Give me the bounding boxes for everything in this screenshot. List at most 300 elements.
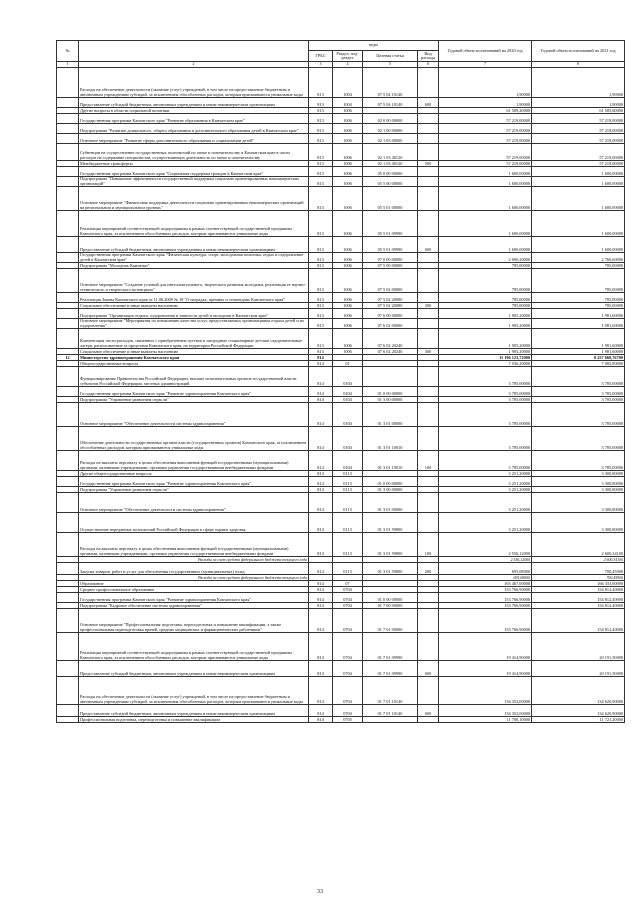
header-codes-group: коды	[309, 41, 439, 51]
row-description: Расходы на обеспечение деятельности (оказание услуг) учреждений, в том числе на предоставление бюджетным и автономным учреждениям субсидий, за исключением обособленных расходов, которым присваиваются уникальные коды	[79, 677, 309, 705]
row-amount-2021: 134 620,90000	[532, 677, 625, 705]
row-description: Реализация Закона Камчатского края от 11.06.2008 № 18 "О наградах, премиях и стипендиях Камчатского края"	[79, 293, 309, 303]
row-amount-2020: 1 600,00000	[439, 167, 532, 177]
row-number: 12	[57, 355, 79, 361]
row-target-article: 01 7 01 09990	[363, 633, 418, 661]
row-target-article: 01 7 01 10140	[363, 705, 418, 717]
row-expense-type	[418, 134, 439, 144]
row-target-article: 01 3 01 00000	[363, 493, 418, 513]
table-row	[57, 633, 625, 661]
row-description: Основное мероприятие "Мероприятия по повышению качества услуг, предоставляемых организациями отдыха детей и их оздоровления"	[79, 319, 309, 329]
row-amount-2021: 20 191,50000	[532, 661, 625, 677]
row-number	[57, 705, 79, 717]
row-grbs-code: 813	[309, 211, 333, 237]
row-grbs-code: 814	[309, 355, 333, 361]
row-target-article: 07 5 02 20080	[363, 303, 418, 309]
row-section-code: 1004	[333, 68, 363, 98]
row-description: Образование	[79, 581, 309, 587]
table-row	[57, 367, 625, 387]
row-grbs-code: 814	[309, 361, 333, 367]
row-description: Подпрограмма "Развитие дошкольного, общего образования и дополнительного образования детей в Камчатском крае"	[79, 124, 309, 134]
row-expense-type	[418, 253, 439, 263]
row-expense-type: 600	[418, 237, 439, 253]
row-grbs-code: 813	[309, 167, 333, 177]
row-grbs-code: 814	[309, 677, 333, 705]
row-amount-2021: 1 981,60000	[532, 319, 625, 329]
row-amount-2020: 3 251,20000	[439, 471, 532, 477]
row-number	[57, 451, 79, 471]
header-expense-type: Вид расхода	[418, 51, 439, 62]
row-amount-2020: 1,90000	[439, 68, 532, 98]
row-amount-2020: 1 600,00000	[439, 211, 532, 237]
row-expense-type	[418, 293, 439, 303]
row-grbs-code: 814	[309, 451, 333, 471]
row-number	[57, 124, 79, 134]
row-amount-2020: 785,00000	[439, 263, 532, 269]
row-description: Субвенции на осуществление государственных полномочий по опеке и попечительству в Камчатском крае в части расходов на содержание специалистов, осуществляющих деятельность по опеке и попечительству	[79, 144, 309, 161]
table-row	[57, 114, 625, 124]
row-description: Социальное обеспечение и иные выплаты населению	[79, 349, 309, 355]
row-target-article	[363, 717, 418, 723]
row-section-code: 0104	[333, 427, 363, 451]
row-amount-2021: 154 812,40000	[532, 603, 625, 609]
row-target-article: 01 7 01 00000	[363, 609, 418, 633]
row-section-code: 0704	[333, 705, 363, 717]
row-amount-2020: 1 905,20000	[439, 329, 532, 349]
row-target-article: 07 5 02 00000	[363, 269, 418, 293]
row-amount-2021: 57 219,00000	[532, 124, 625, 134]
row-target-article: 01 3 00 00000	[363, 487, 418, 493]
row-section-code: 1006	[333, 114, 363, 124]
row-amount-2021: 1 600,00000	[532, 177, 625, 187]
budget-table	[56, 40, 625, 723]
row-grbs-code: 814	[309, 603, 333, 609]
row-grbs-code: 814	[309, 493, 333, 513]
table-row	[57, 477, 625, 487]
row-description: Государственная программа Камчатского края "Развитие здравоохранения Камчатского края"	[79, 387, 309, 397]
row-amount-2021: 1 981,60000	[532, 309, 625, 319]
row-section-code: 1006	[333, 144, 363, 161]
row-grbs-code: 813	[309, 68, 333, 98]
row-section-code: 1006	[333, 187, 363, 211]
row-grbs-code: 813	[309, 98, 333, 108]
row-amount-2020: 3 785,00000	[439, 403, 532, 427]
row-target-article: 07 5 04 10140	[363, 68, 418, 98]
row-grbs-code: 814	[309, 403, 333, 427]
row-number	[57, 319, 79, 329]
row-amount-2021: 1,90000	[532, 98, 625, 108]
row-amount-2021: 20 191,50000	[532, 633, 625, 661]
row-amount-2021: 134 620,90000	[532, 705, 625, 717]
row-grbs-code: 814	[309, 397, 333, 403]
row-amount-2020: 3 251,20000	[439, 513, 532, 533]
row-expense-type	[418, 187, 439, 211]
column-index: 1	[57, 62, 79, 68]
row-description: Другие вопросы в области социальной политики	[79, 108, 309, 114]
row-amount-2020: 57 219,00000	[439, 114, 532, 124]
row-number	[57, 387, 79, 397]
row-amount-2020: 57 219,00000	[439, 161, 532, 167]
row-target-article: 02 1 03 40120	[363, 144, 418, 161]
row-expense-type: 600	[418, 661, 439, 677]
row-amount-2020: 3 785,00000	[439, 397, 532, 403]
row-amount-2020: 57 219,00000	[439, 134, 532, 144]
row-amount-2020: 1 905,20000	[439, 309, 532, 319]
row-description: Министерство здравоохранения Камчатского края	[79, 355, 309, 361]
row-section-code: 0704	[333, 587, 363, 593]
row-grbs-code: 813	[309, 269, 333, 293]
row-grbs-code: 813	[309, 319, 333, 329]
table-row	[57, 563, 625, 575]
row-amount-2020: 11 700,10000	[439, 717, 532, 723]
row-target-article: 07 5 02 20080	[363, 293, 418, 303]
column-index: 8	[532, 62, 625, 68]
row-section-code: 1006	[333, 167, 363, 177]
row-amount-2021: 2 766,60000	[532, 253, 625, 263]
row-expense-type	[418, 387, 439, 397]
row-description: Предоставление субсидий бюджетным, автономным учреждениям и иным некоммерческим организациям	[79, 98, 309, 108]
row-section-code: 1006	[333, 319, 363, 329]
budget-sheet	[56, 40, 624, 723]
row-target-article: 07 6 02 20240	[363, 349, 418, 355]
row-amount-2021: 8 257 668,76700	[532, 355, 625, 361]
row-number	[57, 633, 79, 661]
row-amount-2020: 1 600,00000	[439, 187, 532, 211]
row-amount-2020: 1 905,20000	[439, 319, 532, 329]
row-amount-2020: 1,90000	[439, 98, 532, 108]
row-target-article: 07 6 02 00000	[363, 319, 418, 329]
row-number	[57, 477, 79, 487]
table-row	[57, 68, 625, 98]
row-target-article: 01 3 01 10010	[363, 451, 418, 471]
row-amount-2020: 2 556,12000	[439, 557, 532, 563]
row-target-article: 02 1 03 00000	[363, 134, 418, 144]
row-target-article: 05 0 00 00000	[363, 167, 418, 177]
row-grbs-code: 814	[309, 367, 333, 387]
row-section-code: 0705	[333, 717, 363, 723]
row-amount-2020: 19 414,90000	[439, 661, 532, 677]
row-grbs-code: 813	[309, 161, 333, 167]
row-expense-type: 600	[418, 98, 439, 108]
row-section-code: 0113	[333, 533, 363, 557]
row-amount-2020: 1 600,00000	[439, 237, 532, 253]
row-amount-2020: 61 509,20000	[439, 108, 532, 114]
row-amount-2021: 3 785,00000	[532, 427, 625, 451]
table-row	[57, 329, 625, 349]
row-section-code: 07	[333, 581, 363, 587]
row-section-code: 0704	[333, 603, 363, 609]
column-index: 4	[333, 62, 363, 68]
row-number	[57, 237, 79, 253]
row-amount-2021: 11 721,20000	[532, 717, 625, 723]
row-amount-2021: 700,45900	[532, 575, 625, 581]
row-amount-2021: 3 785,00000	[532, 387, 625, 397]
row-description: Государственная программа Камчатского края "Развитие образования в Камчатском крае"	[79, 114, 309, 124]
row-expense-type	[418, 427, 439, 451]
row-grbs-code: 813	[309, 309, 333, 319]
table-row	[57, 237, 625, 253]
row-number	[57, 134, 79, 144]
row-target-article: 01 7 01 09990	[363, 661, 418, 677]
row-description: Реализация мероприятий соответствующей подпрограммы в рамках соответствующей государственной программы Камчатского края, за исключением обособленных расходов, которым присваиваются уникальные коды	[79, 211, 309, 237]
header-target-article: Целевая статья	[363, 51, 418, 62]
row-grbs-code: 814	[309, 717, 333, 723]
row-expense-type	[418, 513, 439, 533]
row-expense-type	[418, 593, 439, 603]
table-row	[57, 451, 625, 471]
row-section-code: 1006	[333, 293, 363, 303]
row-section-code: 0104	[333, 387, 363, 397]
row-grbs-code: 814	[309, 587, 333, 593]
row-number	[57, 661, 79, 677]
row-amount-2020: 3 251,20000	[439, 487, 532, 493]
row-amount-2021: 3 300,80000	[532, 513, 625, 533]
row-description: Расходы на выплаты персоналу в целях обеспечения выполнения функций государственными (муниципальными) органами, казенными учреждениями, органами управления государственными внебюджетными фондами	[79, 451, 309, 471]
row-description: Расходы за счет средств федерального бюджета текущего года	[79, 557, 309, 563]
row-section-code: 1006	[333, 237, 363, 253]
column-index: 5	[363, 62, 418, 68]
row-section-code: 1004	[333, 98, 363, 108]
row-section-code: 0704	[333, 593, 363, 603]
table-row	[57, 427, 625, 451]
table-row	[57, 177, 625, 187]
header-year-2020: Годовой объем ассигнований на 2020 год	[439, 41, 532, 62]
row-number	[57, 677, 79, 705]
row-target-article: 02 1 00 00000	[363, 124, 418, 134]
row-amount-2021: 785,00000	[532, 263, 625, 269]
row-grbs-code: 813	[309, 237, 333, 253]
table-row	[57, 593, 625, 603]
row-number	[57, 493, 79, 513]
row-amount-2020: 153 766,90000	[439, 609, 532, 633]
row-expense-type: 600	[418, 705, 439, 717]
row-amount-2020: 19 414,90000	[439, 633, 532, 661]
row-grbs-code: 813	[309, 108, 333, 114]
row-amount-2020: 153 766,90000	[439, 603, 532, 609]
header-no: №	[57, 41, 79, 62]
row-section-code: 0104	[333, 451, 363, 471]
row-amount-2021: 1 600,00000	[532, 167, 625, 177]
row-target-article: 05 5 01 09990	[363, 237, 418, 253]
row-amount-2021: 1 600,00000	[532, 211, 625, 237]
row-amount-2020: 3 785,00000	[439, 367, 532, 387]
row-section-code: 1006	[333, 309, 363, 319]
row-section-code: 0704	[333, 677, 363, 705]
row-amount-2021: 61 585,60000	[532, 108, 625, 114]
row-amount-2021: 785,00000	[532, 303, 625, 309]
row-expense-type: 100	[418, 451, 439, 471]
row-section-code: 01	[333, 361, 363, 367]
row-grbs-code: 814	[309, 427, 333, 451]
row-expense-type	[418, 269, 439, 293]
row-target-article: 05 5 01 00000	[363, 187, 418, 211]
row-number	[57, 293, 79, 303]
row-expense-type	[418, 717, 439, 723]
row-number	[57, 513, 79, 533]
row-section-code: 1006	[333, 329, 363, 349]
row-amount-2020: 7 036,20000	[439, 361, 532, 367]
row-target-article: 07 6 00 00000	[363, 309, 418, 319]
row-expense-type: 500	[418, 161, 439, 167]
row-description: Осуществление переданных полномочий Российской Федерации в сфере охраны здоровья	[79, 513, 309, 533]
table-row	[57, 167, 625, 177]
header-grbs: ГРБС	[309, 51, 333, 62]
row-number	[57, 367, 79, 387]
row-amount-2021: 2 600,34100	[532, 557, 625, 563]
row-grbs-code: 813	[309, 263, 333, 269]
column-index: 3	[309, 62, 333, 68]
row-grbs-code: 813	[309, 329, 333, 349]
row-grbs-code: 814	[309, 563, 333, 575]
row-amount-2021: 154 812,40000	[532, 593, 625, 603]
row-amount-2021: 785,00000	[532, 293, 625, 303]
header-razdel: Раздел, под-раздел	[333, 51, 363, 62]
row-grbs-code: 813	[309, 293, 333, 303]
row-section-code: 1006	[333, 269, 363, 293]
row-amount-2020: 165 467,00000	[439, 581, 532, 587]
row-target-article: 05 5 00 00000	[363, 177, 418, 187]
row-number	[57, 68, 79, 98]
row-description: Закупка товаров, работ и услуг для обеспечения государственных (муниципальных) нужд	[79, 563, 309, 575]
row-number	[57, 269, 79, 293]
row-section-code: 1006	[333, 108, 363, 114]
row-number	[57, 253, 79, 263]
row-grbs-code: 814	[309, 705, 333, 717]
row-target-article: 01 0 00 00000	[363, 593, 418, 603]
row-amount-2021: 785,00000	[532, 269, 625, 293]
row-expense-type	[418, 677, 439, 705]
row-description: Обеспечение деятельности государственных органов власти (государственных органов) Камчатского края, за исключением обособленных расходов, которым присваиваются уникальные коды	[79, 427, 309, 451]
row-description: Среднее профессиональное образование	[79, 587, 309, 593]
row-section-code: 1006	[333, 253, 363, 263]
row-description: Функционирование Правительства Российской Федерации, высших исполнительных органов государственной власти субъектов Российской Федерации, местных администраций	[79, 367, 309, 387]
row-section-code: 0704	[333, 609, 363, 633]
row-section-code: 1006	[333, 134, 363, 144]
row-amount-2021: 1 981,60000	[532, 349, 625, 355]
table-row	[57, 134, 625, 144]
table-row	[57, 387, 625, 397]
row-target-article: 02 0 00 00000	[363, 114, 418, 124]
row-amount-2021: 154 812,40000	[532, 587, 625, 593]
table-row	[57, 533, 625, 557]
row-expense-type	[418, 309, 439, 319]
row-amount-2020: 11 196 123,72000	[439, 355, 532, 361]
row-number	[57, 211, 79, 237]
row-grbs-code: 814	[309, 533, 333, 557]
row-expense-type	[418, 177, 439, 187]
row-description: Социальное обеспечение и иные выплаты населению	[79, 303, 309, 309]
column-index: 7	[439, 62, 532, 68]
row-number	[57, 187, 79, 211]
row-target-article: 01 3 01 10010	[363, 427, 418, 451]
header-year-2021: Годовой объем ассигнований на 2021 год	[532, 41, 625, 62]
column-index: 6	[418, 62, 439, 68]
row-section-code: 0704	[333, 633, 363, 661]
row-amount-2020: 1 905,20000	[439, 349, 532, 355]
row-amount-2021: 7 085,80000	[532, 361, 625, 367]
row-expense-type	[418, 493, 439, 513]
row-number	[57, 329, 79, 349]
row-amount-2020: 3 785,00000	[439, 451, 532, 471]
row-number	[57, 144, 79, 161]
column-index: 2	[79, 62, 309, 68]
row-number	[57, 563, 79, 575]
table-row	[57, 269, 625, 293]
row-grbs-code: 814	[309, 387, 333, 397]
row-section-code: 0113	[333, 513, 363, 533]
row-amount-2021: 57 219,00000	[532, 134, 625, 144]
row-description: Расходы на обеспечение деятельности (оказание услуг) учреждений, в том числе на предоставление бюджетным и автономным учреждениям субсидий, за исключением обособленных расходов, которым присваиваются уникальные коды	[79, 68, 309, 98]
row-amount-2020: 3 785,00000	[439, 427, 532, 451]
row-target-article	[363, 367, 418, 387]
row-section-code: 0113	[333, 493, 363, 513]
row-number	[57, 593, 79, 603]
row-description: Подпрограмма "Повышение эффективности государственной поддержки социально ориентированных некоммерческих организаций"	[79, 177, 309, 187]
row-description: Государственная программа Камчатского края "Физическая культура, спорт, молодежная политика, отдых и оздоровление детей в Камчатском крае"	[79, 253, 309, 263]
row-number	[57, 167, 79, 177]
row-amount-2021: 1,90000	[532, 68, 625, 98]
table-row	[57, 705, 625, 717]
row-amount-2021: 3 300,80000	[532, 477, 625, 487]
table-row	[57, 309, 625, 319]
row-expense-type	[418, 114, 439, 124]
row-grbs-code: 813	[309, 134, 333, 144]
row-description: Подпрограмма "Кадровое обеспечение системы здравоохранения"	[79, 603, 309, 609]
row-amount-2021: 57 219,00000	[532, 144, 625, 161]
row-grbs-code: 814	[309, 593, 333, 603]
row-expense-type	[418, 124, 439, 134]
row-amount-2021: 700,45900	[532, 563, 625, 575]
table-row	[57, 253, 625, 263]
row-number	[57, 177, 79, 187]
row-amount-2021: 3 785,00000	[532, 403, 625, 427]
header-description	[79, 41, 309, 62]
row-grbs-code: 814	[309, 609, 333, 633]
row-section-code: 1006	[333, 124, 363, 134]
table-row	[57, 677, 625, 705]
row-section-code: 0113	[333, 471, 363, 477]
row-grbs-code: 813	[309, 114, 333, 124]
row-section-code: 1006	[333, 211, 363, 237]
row-amount-2021: 1 600,00000	[532, 237, 625, 253]
row-amount-2020: 3 251,20000	[439, 477, 532, 487]
row-grbs-code: 814	[309, 581, 333, 587]
row-target-article: 02 1 03 40120	[363, 161, 418, 167]
row-section-code: 0104	[333, 367, 363, 387]
table-row	[57, 717, 625, 723]
row-amount-2020: 57 219,00000	[439, 144, 532, 161]
row-grbs-code: 813	[309, 144, 333, 161]
page-number: 33	[317, 889, 323, 895]
row-description: Основное мероприятие "Обеспечение деятельности системы здравоохранения"	[79, 403, 309, 427]
row-grbs-code: 813	[309, 303, 333, 309]
row-description: Расходы на выплаты персоналу в целях обеспечения выполнения функций государственными (муниципальными) органами, казенными учреждениями, органами управления государственными внебюджетными фондами	[79, 533, 309, 557]
row-amount-2021: 3 785,00000	[532, 451, 625, 471]
row-amount-2021: 3 300,80000	[532, 487, 625, 493]
row-amount-2021: 154 812,40000	[532, 609, 625, 633]
row-description: Реализация мероприятий соответствующей подпрограммы в рамках соответствующей государственной программы Камчатского края, за исключением обособленных расходов, которым присваиваются уникальные коды	[79, 633, 309, 661]
row-amount-2021: 3 785,00000	[532, 397, 625, 403]
table-row	[57, 211, 625, 237]
row-amount-2020: 134 352,00000	[439, 677, 532, 705]
row-amount-2020: 785,00000	[439, 269, 532, 293]
row-expense-type	[418, 329, 439, 349]
row-number	[57, 717, 79, 723]
budget-table-body	[57, 68, 625, 723]
row-description: Компенсация части расходов, связанных с приобретением путевок в загородные стационарные детские оздоровительные лагеря, расположенные за пределами Камчатского края, на территории Российской Федерации	[79, 329, 309, 349]
table-row	[57, 124, 625, 134]
row-amount-2021: 3 785,00000	[532, 367, 625, 387]
